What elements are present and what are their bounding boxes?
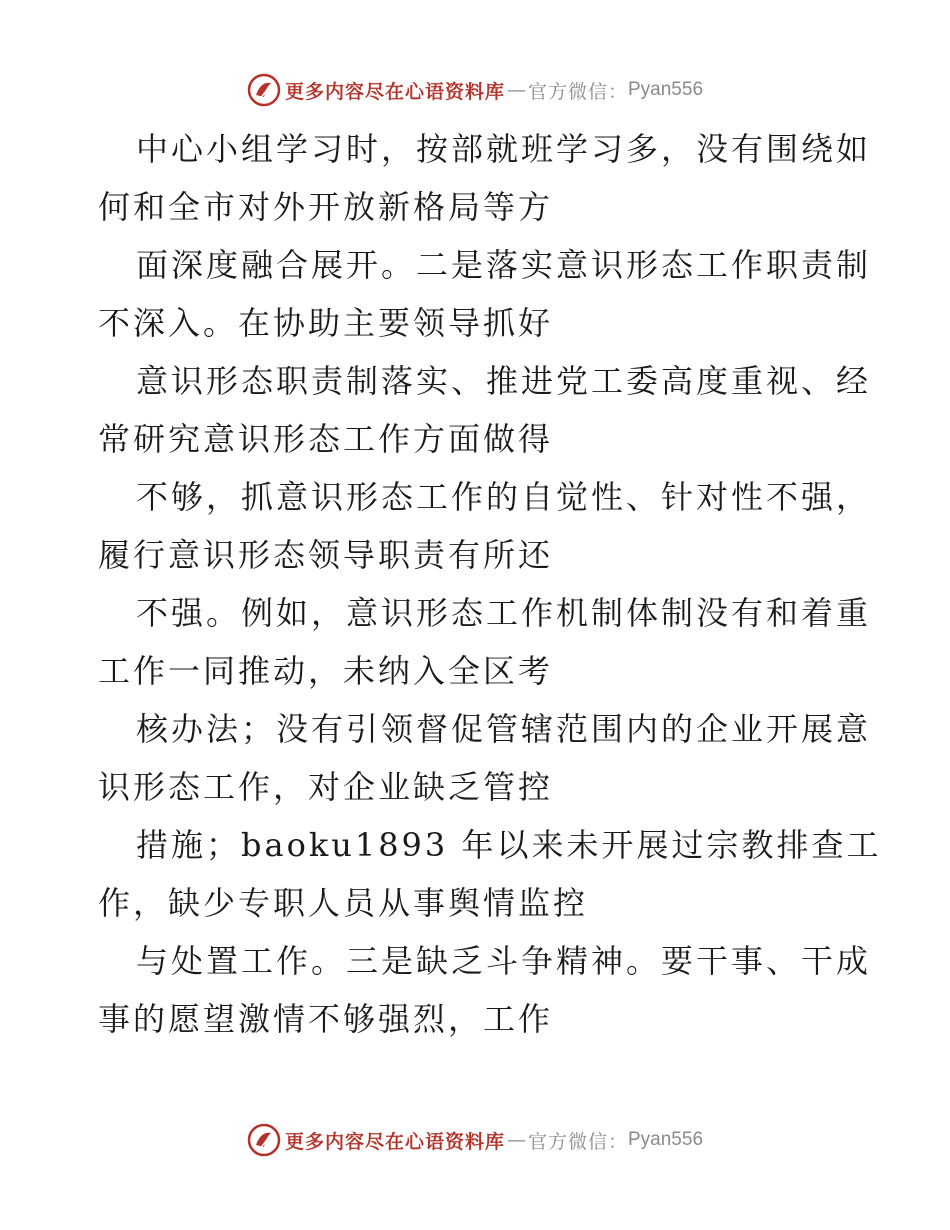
wechat-label: 官方微信： [527,1130,628,1153]
paragraph [98,352,878,468]
text-line: 履行意识形态领导职责有所还 [98,536,554,574]
text-line: 作，缺少专职人员从事舆情监控 [98,884,589,922]
text-line: 不够，抓意识形态工作的自觉性、针对性不强， [136,478,872,516]
footer-banner [0,1120,950,1160]
text-line: 识形态工作，对企业缺乏管控 [98,768,554,806]
wechat-label: 官方微信： [527,80,628,103]
text-line: 工作一同推动，未纳入全区考 [98,652,554,690]
text-line: 与处置工作。三是缺乏斗争精神。要干事、干成 [136,942,872,980]
paragraph [98,120,878,236]
banner-separator: — [506,1129,526,1151]
text-line: 不深入。在协助主要领导抓好 [98,304,554,342]
text-line: 措施；baoku1893 年以来未开展过宗教排查工 [136,826,882,864]
banner-separator: — [506,79,526,101]
promo-text: 更多内容尽在心语资料库 [284,1130,505,1153]
text-line: 不强。例如，意识形态工作机制体制没有和着重 [136,594,872,632]
document-body [98,120,882,1048]
text-line: 中心小组学习时，按部就班学习多，没有围绕如 [136,130,872,168]
header-banner [0,70,950,110]
paragraph [98,584,878,700]
logo-icon [247,73,281,107]
promo-text: 更多内容尽在心语资料库 [284,80,505,103]
paragraph [98,932,878,1048]
text-line: 事的愿望激情不够强烈，工作 [98,1000,554,1038]
text-line: 面深度融合展开。二是落实意识形态工作职责制 [136,246,872,284]
text-line: 核办法；没有引领督促管辖范围内的企业开展意 [136,710,872,748]
text-line: 意识形态职责制落实、推进党工委高度重视、经 [136,362,872,400]
paragraph [98,468,878,584]
paragraph [98,236,878,352]
paragraph [98,816,882,932]
paragraph [98,700,878,816]
wechat-id: Pyan556 [628,79,704,100]
wechat-id: Pyan556 [628,1129,704,1150]
logo-icon [247,1123,281,1157]
text-line: 常研究意识形态工作方面做得 [98,420,554,458]
text-line: 何和全市对外开放新格局等方 [98,188,554,226]
